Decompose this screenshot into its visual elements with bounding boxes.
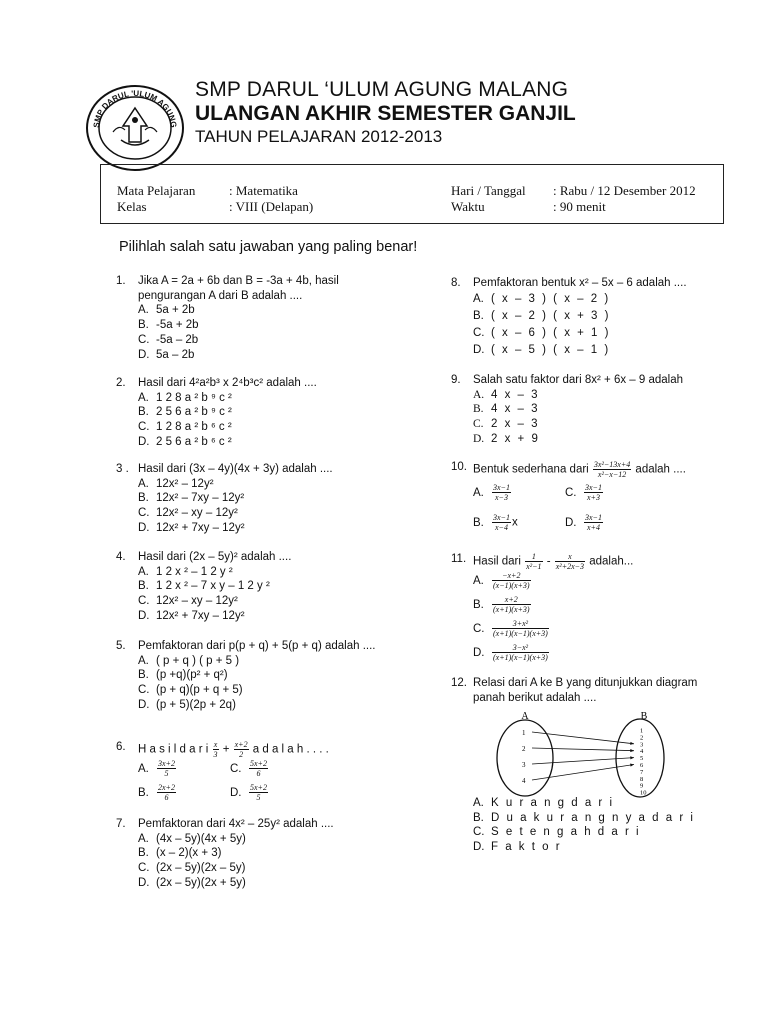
option-a[interactable]: A. $\frac{3x+2}{5}$ <box>138 759 175 778</box>
question-number: 4. <box>116 551 126 563</box>
set-b-element: 10 <box>640 789 647 797</box>
set-b-element: 5 <box>640 755 644 763</box>
question-12 <box>451 676 711 705</box>
option-a[interactable]: A. $\frac{-x+2}{(x-1)(x+3)}$ <box>473 571 530 590</box>
option-b[interactable]: B. ( x – 2 ) ( x + 3 ) <box>473 309 611 322</box>
option-d[interactable]: D. 2 5 6 a ² b ⁶ c ² <box>138 435 232 448</box>
arrow-diagram <box>494 710 674 798</box>
option-b[interactable]: B. -5a + 2b <box>138 319 199 332</box>
option-b[interactable]: B. 2 5 6 a ² b ⁹ c ² <box>138 406 232 419</box>
question-number: 6. <box>116 741 126 753</box>
set-a-element: 4 <box>522 777 526 785</box>
option-b[interactable]: B. D u a k u r a n g n y a d a r i <box>473 811 695 824</box>
question-5 <box>116 639 386 713</box>
day-label: Hari / Tanggal <box>451 183 526 198</box>
relation-arrow <box>532 758 634 764</box>
question-text: Jika A = 2a + 6b dan B = -3a + 4b, hasil pengurangan A dari B adalah .... <box>138 275 339 302</box>
question-text: Bentuk sederhana dari $\frac{\text{3x²−13x+4}}{\text{x²−x−12}}$ adalah .... <box>473 460 686 479</box>
option-d[interactable]: D. ( x – 5 ) ( x – 1 ) <box>473 343 611 356</box>
option-c[interactable]: C. S e t e n g a h d a r i <box>473 826 641 839</box>
question-number: 12. <box>451 677 467 689</box>
option-a[interactable]: A. 12x² – 12y² <box>138 477 214 490</box>
option-b[interactable]: B. $\frac{2x+2}{6}$ <box>138 783 175 802</box>
set-b-element: 2 <box>640 734 644 742</box>
question-text: Pemfaktoran dari p(p + q) + 5(p + q) adalah .... <box>138 640 376 652</box>
option-c[interactable]: C. -5a – 2b <box>138 333 199 346</box>
option-b[interactable]: B. (x – 2)(x + 3) <box>138 847 222 860</box>
question-6 <box>116 740 406 807</box>
option-d[interactable]: D. (p + 5)(2p + 2q) <box>138 698 236 711</box>
option-a[interactable]: A. 5a + 2b <box>138 304 195 317</box>
question-number: 1. <box>116 275 126 287</box>
set-b-label: B <box>640 711 648 722</box>
options-row-1 <box>138 759 406 783</box>
fraction: $\frac{1}{\text{x²−1}}$ <box>526 552 542 571</box>
options-row-2 <box>138 783 406 807</box>
set-b-element: 1 <box>640 727 644 735</box>
option-d[interactable]: D. 12x² + 7xy – 12y² <box>138 609 245 622</box>
set-a-element: 1 <box>522 729 526 737</box>
school-name: SMP DARUL ‘ULUM AGUNG MALANG <box>195 78 569 101</box>
set-b-element: 6 <box>640 762 644 769</box>
set-b-element: 3 <box>640 741 644 749</box>
option-d[interactable]: D. 2 x + 9 <box>473 432 540 445</box>
option-d[interactable]: D. 5a – 2b <box>138 348 195 361</box>
set-a-label: A <box>521 711 529 722</box>
option-c[interactable]: C. (2x – 5y)(2x – 5y) <box>138 862 246 875</box>
option-d[interactable]: D. (2x – 5y)(2x + 5y) <box>138 876 246 889</box>
option-a[interactable]: A. 1 2 x ² – 1 2 y ² <box>138 565 233 578</box>
question-text: Relasi dari A ke B yang ditunjukkan diagram panah berikut adalah .... <box>473 677 698 704</box>
option-c[interactable]: C. (p + q)(p + q + 5) <box>138 684 243 697</box>
question-text: Hasil dari (3x – 4y)(4x + 3y) adalah .... <box>138 463 333 475</box>
options-row-1 <box>473 479 751 513</box>
question-number: 7. <box>116 818 126 830</box>
arrow-head <box>630 756 634 759</box>
fraction: $\frac{x+2}{2}$ <box>234 740 248 759</box>
options-row-2 <box>473 513 751 539</box>
relation-arrow <box>532 748 634 751</box>
option-b[interactable]: B. (p +q)(p² + q²) <box>138 669 228 682</box>
question-text: Salah satu faktor dari 8x² + 6x – 9 adalah <box>473 374 684 386</box>
option-b[interactable]: B. 4 x – 3 <box>473 403 540 416</box>
option-a[interactable]: A. $\frac{3x-1}{x-3}$ <box>473 483 510 502</box>
option-d[interactable]: D. 12x² + 7xy – 12y² <box>138 521 245 534</box>
arrow-head <box>630 749 634 752</box>
question-3 <box>116 462 386 536</box>
fraction: $\frac{x}{3}$ <box>213 740 218 759</box>
day-value: : Rabu / 12 Desember 2012 <box>553 183 696 198</box>
question-text: Pemfaktoran bentuk x² – 5x – 6 adalah .... <box>473 277 687 289</box>
option-c[interactable]: C. 12x² – xy – 12y² <box>138 595 238 608</box>
question-number: 8. <box>451 277 461 289</box>
option-d[interactable]: D. $\frac{5x+2}{5}$ <box>230 783 267 802</box>
question-number: 3 . <box>116 463 129 475</box>
question-number: 5. <box>116 640 126 652</box>
school-logo <box>85 78 185 178</box>
option-b[interactable]: B. 12x² – 7xy – 12y² <box>138 492 245 505</box>
header <box>195 78 576 148</box>
time-value: : 90 menit <box>553 199 606 214</box>
option-a[interactable]: A. (4x – 5y)(4x + 5y) <box>138 832 246 845</box>
set-b-element: 9 <box>640 782 644 790</box>
option-c[interactable]: C. 1 2 8 a ² b ⁶ c ² <box>138 421 232 434</box>
question-text: H a s i l d a r i $\frac{x}{3}$ + $\frac{x+2}{2}$ a d a l a h . . . . <box>138 740 329 759</box>
question-number: 2. <box>116 377 126 389</box>
time-label: Waktu <box>451 199 485 214</box>
option-a[interactable]: A. 1 2 8 a ² b ⁹ c ² <box>138 391 232 404</box>
option-c[interactable]: C. 2 x – 3 <box>473 418 540 431</box>
question-9 <box>451 373 741 447</box>
option-a[interactable]: A. ( p + q ) ( p + 5 ) <box>138 654 240 667</box>
option-d[interactable]: D. $\frac{3x-1}{x+4}$ <box>565 513 602 532</box>
question-text: Hasil dari (2x – 5y)² adalah .... <box>138 551 292 563</box>
option-d[interactable]: D. $\frac{\text{3−x²}}{(x+1)(x-1)(x+3)}$ <box>473 643 548 662</box>
question-text: Hasil dari $\frac{1}{\text{x²−1}}$ - $\frac{x}{\text{x²+2x−3}}$ adalah... <box>473 552 634 571</box>
set-b-element: 4 <box>640 748 644 756</box>
set-a-element: 3 <box>522 761 526 769</box>
question-number: 9. <box>451 374 461 386</box>
option-a[interactable]: A. ( x – 3 ) ( x – 2 ) <box>473 292 611 305</box>
logo-text: SMP DARUL 'ULUM AGUNG <box>91 88 179 129</box>
question-10 <box>451 460 751 539</box>
option-a[interactable]: A. 4 x – 3 <box>473 388 540 401</box>
set-b-element: 7 <box>640 768 644 776</box>
question-4 <box>116 550 386 624</box>
option-c[interactable]: C. 12x² – xy – 12y² <box>138 507 238 520</box>
set-a-element: 2 <box>522 745 526 753</box>
class-label: Kelas <box>117 199 147 214</box>
fraction: $\frac{x}{\text{x²+2x−3}}$ <box>555 552 585 571</box>
question-1 <box>116 274 386 362</box>
option-b[interactable]: B. 1 2 x ² – 7 x y – 1 2 y ² <box>138 580 270 593</box>
option-c[interactable]: C. ( x – 6 ) ( x + 1 ) <box>473 326 611 339</box>
option-c[interactable]: C. $\frac{\text{3+x²}}{(x+1)(x-1)(x+3)}$ <box>473 619 548 638</box>
fraction: $\frac{\text{3x²−13x+4}}{\text{x²−x−12}}$ <box>593 460 631 479</box>
question-text: Pemfaktoran dari 4x² – 25y² adalah .... <box>138 818 334 830</box>
question-8 <box>451 276 741 359</box>
option-c[interactable]: C. $\frac{5x+2}{6}$ <box>230 759 267 778</box>
question-2 <box>116 376 386 450</box>
question-text: Hasil dari 4²a²b³ x 2⁴b³c² adalah .... <box>138 377 317 389</box>
option-b[interactable]: B. $\frac{3x-1}{x-4}$ x <box>473 513 518 532</box>
info-box <box>100 164 724 224</box>
instruction: Pilihlah salah satu jawaban yang paling benar! <box>119 239 418 255</box>
academic-year: TAHUN PELAJARAN 2012-2013 <box>195 127 443 146</box>
class-value: : VIII (Delapan) <box>229 199 314 214</box>
question-12-options <box>451 796 711 855</box>
question-number: 10. <box>451 461 467 473</box>
arrow-head <box>630 764 634 767</box>
question-7 <box>116 817 386 891</box>
subject-label: Mata Pelajaran <box>117 183 196 198</box>
question-number: 11. <box>451 553 467 565</box>
option-b[interactable]: B. $\frac{x+2}{(x+1)(x+3)}$ <box>473 595 530 614</box>
option-d[interactable]: D. F a k t o r <box>473 841 562 854</box>
set-b-element: 8 <box>640 775 644 783</box>
question-11 <box>451 552 751 667</box>
exam-title: ULANGAN AKHIR SEMESTER GANJIL <box>195 102 576 125</box>
option-c[interactable]: C. $\frac{3x-1}{x+3}$ <box>565 483 602 502</box>
subject-value: : Matematika <box>229 183 298 198</box>
option-a[interactable]: A. K u r a n g d a r i <box>473 797 615 809</box>
